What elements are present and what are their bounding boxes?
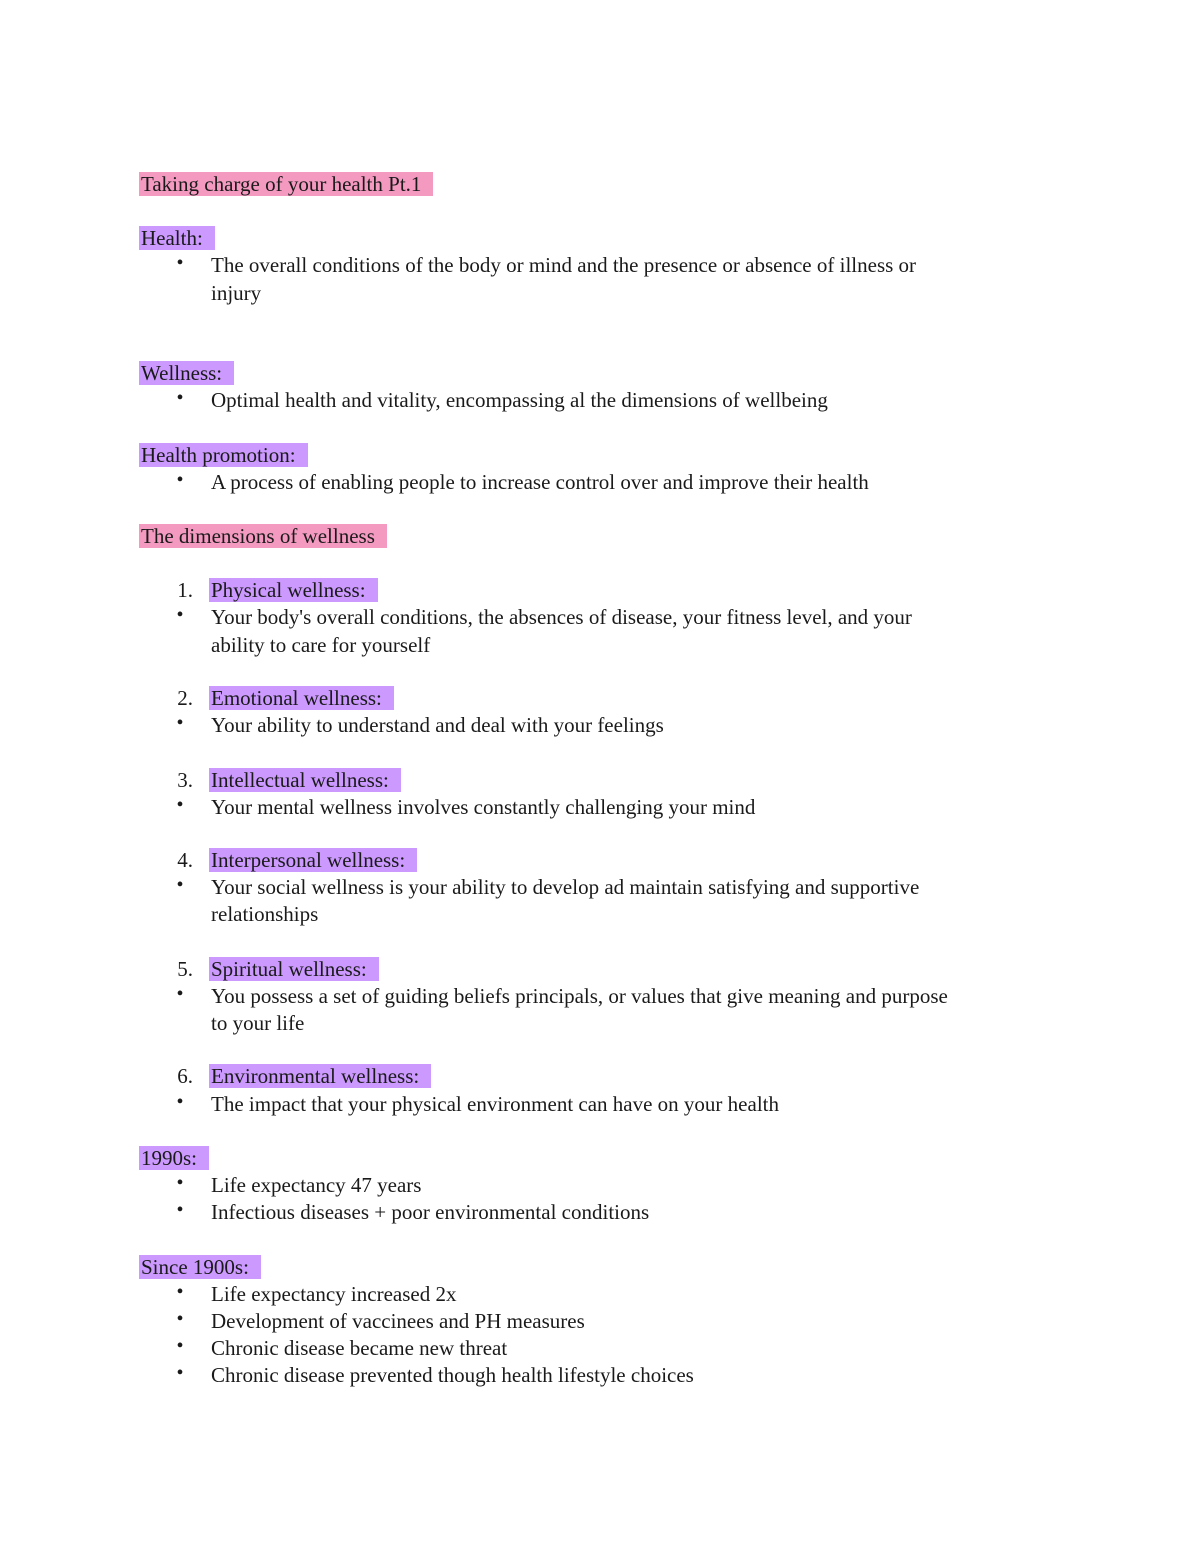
environmental-wellness-heading: [211, 1063, 431, 1090]
health-heading: [141, 225, 215, 252]
interpersonal-wellness-label: Interpersonal wellness:: [209, 848, 417, 872]
health-definition-line1: The overall conditions of the body or mind and the presence or absence of illness or: [211, 253, 917, 277]
physical-wellness-label: Physical wellness:: [209, 578, 378, 602]
bullet-icon: •: [176, 252, 184, 274]
document-title: [141, 171, 433, 198]
list-number: 1.: [177, 578, 193, 602]
physical-wellness-heading: [211, 577, 378, 604]
since-1900s-bullet: Chronic disease prevented though health lifestyle choices: [211, 1363, 694, 1387]
spiritual-wellness-label: Spiritual wellness:: [209, 957, 379, 981]
health-promotion-label: Health promotion:: [139, 443, 308, 467]
since-1900s-heading: [141, 1254, 261, 1281]
since-1900s-label: Since 1900s:: [139, 1255, 261, 1279]
bullet-icon: •: [176, 1362, 184, 1384]
bullet-icon: •: [176, 387, 184, 409]
health-promotion-heading: [141, 442, 308, 469]
bullet-icon: •: [176, 604, 184, 626]
bullet-icon: •: [176, 1308, 184, 1330]
title-text: Taking charge of your health Pt.1: [139, 172, 433, 196]
physical-wellness-line1: Your body's overall conditions, the absences of disease, your fitness level, and your: [211, 605, 912, 629]
wellness-definition: Optimal health and vitality, encompassing al the dimensions of wellbeing: [211, 388, 828, 412]
bullet-icon: •: [176, 874, 184, 896]
since-1900s-bullet: Chronic disease became new threat: [211, 1336, 508, 1360]
health-promotion-definition: A process of enabling people to increase control over and improve their health: [211, 470, 869, 494]
wellness-heading: [141, 360, 234, 387]
list-number: 5.: [177, 957, 193, 981]
intellectual-wellness-heading: [211, 767, 401, 794]
spiritual-wellness-line1: You possess a set of guiding beliefs principals, or values that give meaning and purpose: [211, 984, 948, 1008]
era-1990s-heading: [141, 1145, 209, 1172]
list-number: 2.: [177, 686, 193, 710]
era-1990s-label: 1990s:: [139, 1146, 209, 1170]
list-number: 3.: [177, 768, 193, 792]
dimensions-heading-text: The dimensions of wellness: [139, 524, 387, 548]
physical-wellness-line2: ability to care for yourself: [211, 633, 431, 657]
interpersonal-wellness-line1: Your social wellness is your ability to develop ad maintain satisfying and supportive: [211, 875, 920, 899]
bullet-icon: •: [176, 1281, 184, 1303]
health-definition-line2: injury: [211, 281, 262, 305]
bullet-icon: •: [176, 1199, 184, 1221]
since-1900s-bullet: Development of vaccinees and PH measures: [211, 1309, 585, 1333]
era-1990s-bullet: Infectious diseases + poor environmental conditions: [211, 1200, 650, 1224]
spiritual-wellness-heading: [211, 956, 379, 983]
wellness-label: Wellness:: [139, 361, 234, 385]
emotional-wellness-heading: [211, 685, 394, 712]
health-label: Health:: [139, 226, 215, 250]
bullet-icon: •: [176, 1172, 184, 1194]
environmental-wellness-line1: The impact that your physical environment can have on your health: [211, 1092, 779, 1116]
interpersonal-wellness-line2: relationships: [211, 902, 319, 926]
intellectual-wellness-line1: Your mental wellness involves constantly challenging your mind: [211, 795, 756, 819]
bullet-icon: •: [176, 712, 184, 734]
list-number: 6.: [177, 1064, 193, 1088]
emotional-wellness-label: Emotional wellness:: [209, 686, 394, 710]
era-1990s-bullet: Life expectancy 47 years: [211, 1173, 422, 1197]
bullet-icon: •: [176, 794, 184, 816]
emotional-wellness-line1: Your ability to understand and deal with your feelings: [211, 713, 664, 737]
intellectual-wellness-label: Intellectual wellness:: [209, 768, 401, 792]
bullet-icon: •: [176, 1091, 184, 1113]
dimensions-heading: [141, 523, 387, 550]
bullet-icon: •: [176, 469, 184, 491]
spiritual-wellness-line2: to your life: [211, 1011, 305, 1035]
since-1900s-bullet: Life expectancy increased 2x: [211, 1282, 457, 1306]
environmental-wellness-label: Environmental wellness:: [209, 1064, 431, 1088]
list-number: 4.: [177, 848, 193, 872]
bullet-icon: •: [176, 1335, 184, 1357]
bullet-icon: •: [176, 983, 184, 1005]
interpersonal-wellness-heading: [211, 847, 417, 874]
